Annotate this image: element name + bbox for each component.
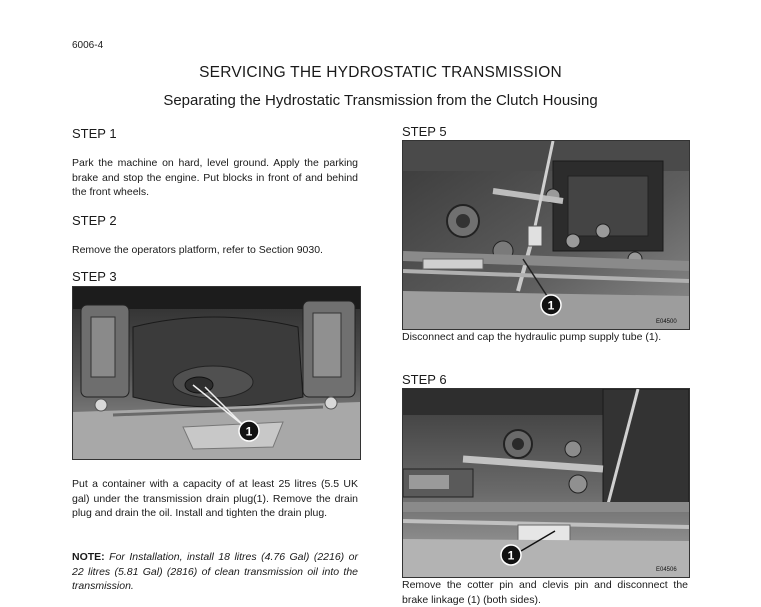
step3-text: Put a container with a capacity of at least 25 litres (5.5 UK gal) under the transmission drain plug(1). Remove the drain plug and drain the oil. Install and tighten the drain plug.	[72, 478, 358, 519]
step6-image-code: E04506	[656, 567, 677, 573]
step2-text: Remove the operators platform, refer to Section 9030.	[72, 244, 323, 256]
step3-note	[72, 550, 358, 594]
note-label: NOTE:	[72, 551, 105, 563]
step5-image-code: E04500	[656, 319, 677, 325]
step5-photo	[402, 140, 690, 330]
step5-callout-number: 1	[547, 298, 555, 313]
brake-linkage-illustration	[403, 389, 689, 577]
step3-heading: STEP 3	[72, 269, 117, 284]
step6-photo	[402, 388, 690, 578]
step5-text: Disconnect and cap the hydraulic pump supply tube (1).	[402, 331, 662, 343]
page-subtitle: Separating the Hydrostatic Transmission from the Clutch Housing	[163, 92, 598, 109]
step1-heading: STEP 1	[72, 126, 117, 141]
step6-callout-number: 1	[507, 548, 515, 563]
step3-photo	[72, 286, 361, 460]
step6-heading: STEP 6	[402, 372, 447, 387]
hydraulic-tube-illustration	[403, 141, 689, 329]
step6-text: Remove the cotter pin and clevis pin and disconnect the brake linkage (1) (both sides).	[402, 579, 688, 606]
step3-callout-number: 1	[245, 424, 253, 439]
step1-text: Park the machine on hard, level ground. Apply the parking brake and stop the engine. Put blocks in front of and behind the front wheels.	[72, 157, 358, 198]
drain-plug-illustration	[73, 287, 360, 459]
note-text: For Installation, install 18 litres (4.76 Gal) (2216) or 22 litres (5.81 Gal) (2816) of clean transmission oil into the transmission.	[72, 551, 358, 592]
step5-heading: STEP 5	[402, 124, 447, 139]
step2-heading: STEP 2	[72, 213, 117, 228]
page-title: SERVICING THE HYDROSTATIC TRANSMISSION	[199, 64, 562, 81]
page-number: 6006-4	[72, 40, 104, 51]
